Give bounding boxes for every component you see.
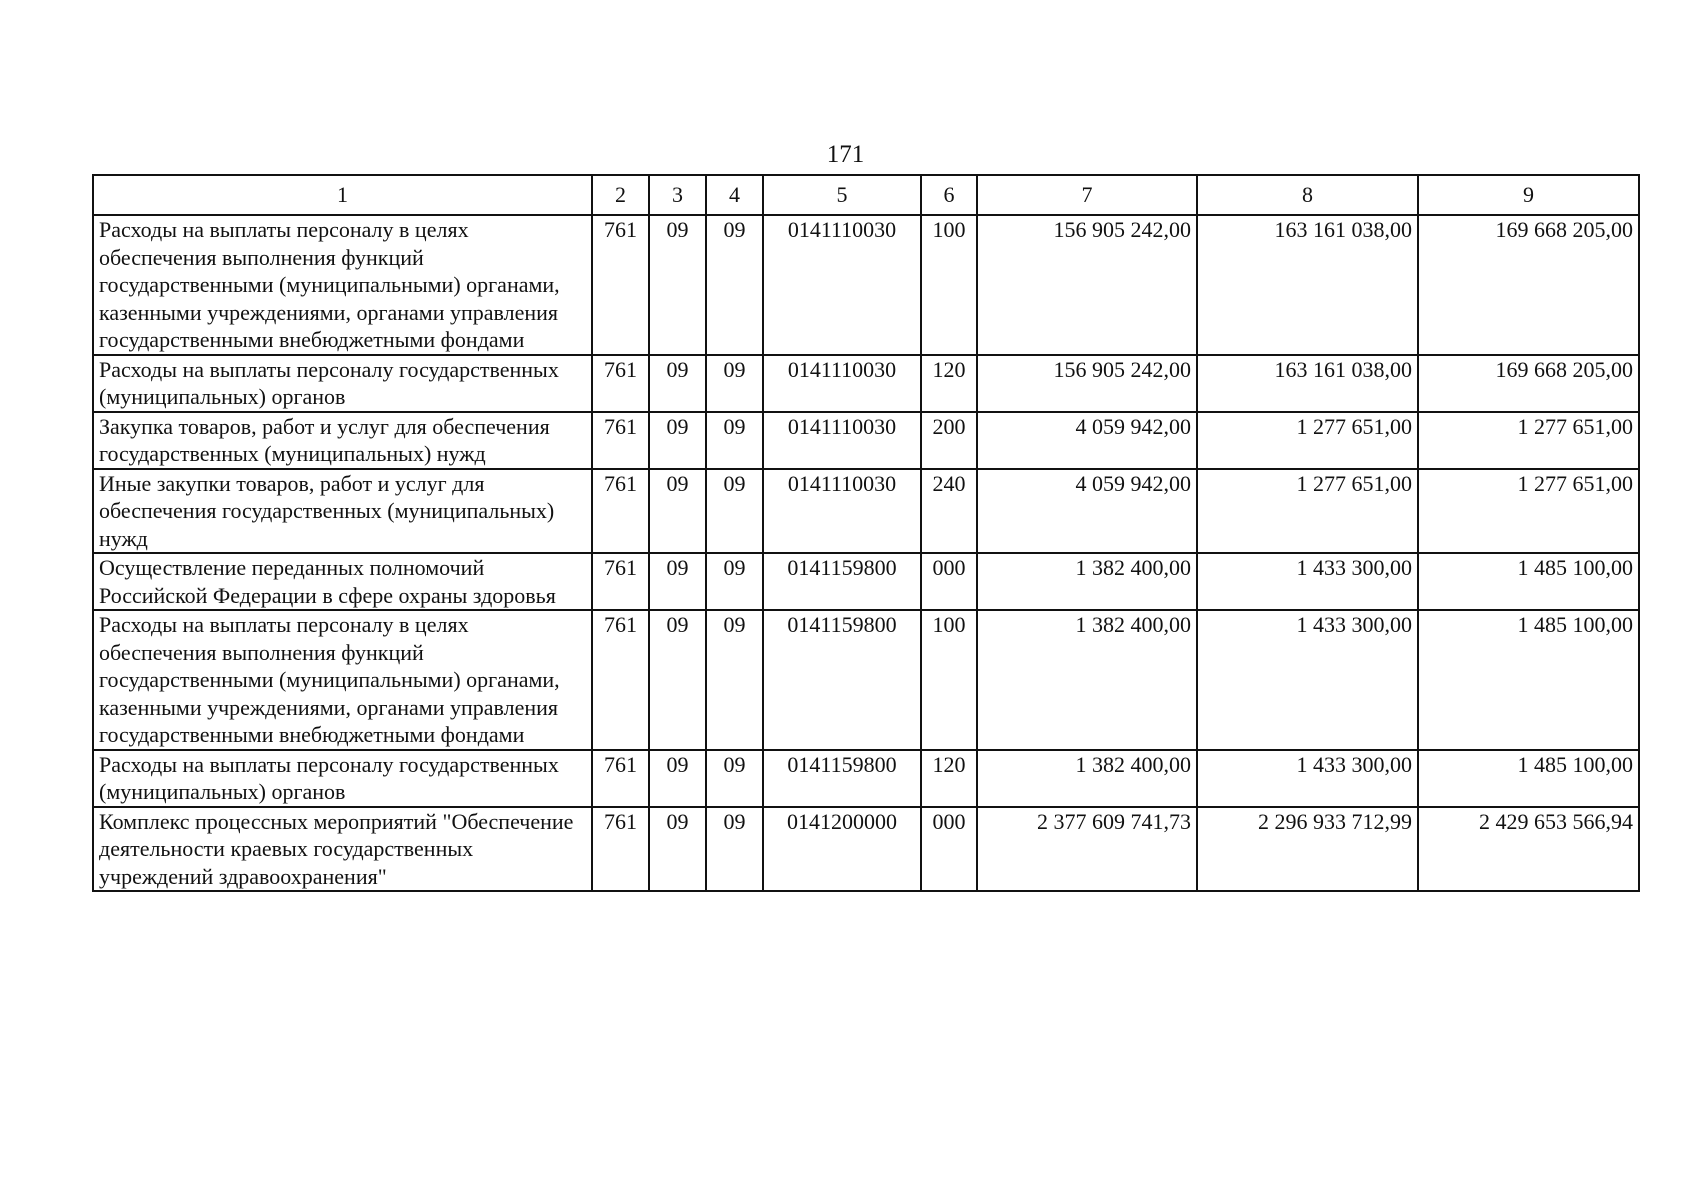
amount-col7: 1 382 400,00: [977, 553, 1197, 610]
amount-col9: 169 668 205,00: [1418, 355, 1639, 412]
budget-table: [92, 174, 1640, 892]
target-article-code: 0141159800: [763, 750, 921, 807]
expense-name: Иные закупки товаров, работ и услуг для обеспечения государственных (муниципальных) нужд: [93, 469, 592, 554]
table-row: [93, 412, 1639, 469]
ministry-code: 761: [592, 355, 649, 412]
section-code: 09: [649, 469, 706, 554]
amount-col8: 2 296 933 712,99: [1197, 807, 1418, 892]
amount-col9: 169 668 205,00: [1418, 215, 1639, 355]
section-code: 09: [649, 215, 706, 355]
table-row: [93, 553, 1639, 610]
page-number: 171: [826, 141, 865, 168]
expense-type-code: 000: [921, 807, 977, 892]
subsection-code: 09: [706, 215, 763, 355]
target-article-code: 0141159800: [763, 610, 921, 750]
ministry-code: 761: [592, 610, 649, 750]
column-header: 1: [93, 175, 592, 215]
expense-type-code: 100: [921, 610, 977, 750]
subsection-code: 09: [706, 610, 763, 750]
ministry-code: 761: [592, 553, 649, 610]
section-code: 09: [649, 553, 706, 610]
subsection-code: 09: [706, 553, 763, 610]
amount-col8: 1 433 300,00: [1197, 750, 1418, 807]
amount-col9: 1 485 100,00: [1418, 750, 1639, 807]
amount-col7: 156 905 242,00: [977, 215, 1197, 355]
ministry-code: 761: [592, 469, 649, 554]
table-row: [93, 750, 1639, 807]
target-article-code: 0141159800: [763, 553, 921, 610]
section-code: 09: [649, 807, 706, 892]
expense-name: Комплекс процессных мероприятий "Обеспечение деятельности краевых государственных учреждений здравоохранения": [93, 807, 592, 892]
ministry-code: 761: [592, 215, 649, 355]
amount-col8: 1 433 300,00: [1197, 610, 1418, 750]
ministry-code: 761: [592, 807, 649, 892]
table-row: [93, 215, 1639, 355]
expense-name: Расходы на выплаты персоналу в целях обеспечения выполнения функций государственными (муниципальными) органами, казенными учреждениями, органами управления государственными внебюджетными фондами: [93, 215, 592, 355]
column-header: 7: [977, 175, 1197, 215]
ministry-code: 761: [592, 412, 649, 469]
column-header: 6: [921, 175, 977, 215]
column-header: 8: [1197, 175, 1418, 215]
amount-col9: 2 429 653 566,94: [1418, 807, 1639, 892]
column-header: 2: [592, 175, 649, 215]
expense-name: Расходы на выплаты персоналу в целях обеспечения выполнения функций государственными (муниципальными) органами, казенными учреждениями, органами управления государственными внебюджетными фондами: [93, 610, 592, 750]
amount-col7: 4 059 942,00: [977, 469, 1197, 554]
expense-type-code: 100: [921, 215, 977, 355]
expense-name: Осуществление переданных полномочий Российской Федерации в сфере охраны здоровья: [93, 553, 592, 610]
section-code: 09: [649, 610, 706, 750]
section-code: 09: [649, 750, 706, 807]
amount-col8: 163 161 038,00: [1197, 355, 1418, 412]
section-code: 09: [649, 412, 706, 469]
expense-name: Расходы на выплаты персоналу государственных (муниципальных) органов: [93, 750, 592, 807]
ministry-code: 761: [592, 750, 649, 807]
amount-col9: 1 277 651,00: [1418, 469, 1639, 554]
column-header: 9: [1418, 175, 1639, 215]
target-article-code: 0141110030: [763, 412, 921, 469]
target-article-code: 0141110030: [763, 355, 921, 412]
section-code: 09: [649, 355, 706, 412]
subsection-code: 09: [706, 750, 763, 807]
expense-name: Расходы на выплаты персоналу государственных (муниципальных) органов: [93, 355, 592, 412]
subsection-code: 09: [706, 355, 763, 412]
amount-col7: 4 059 942,00: [977, 412, 1197, 469]
amount-col8: 163 161 038,00: [1197, 215, 1418, 355]
table-row: [93, 355, 1639, 412]
amount-col7: 1 382 400,00: [977, 610, 1197, 750]
expense-type-code: 120: [921, 355, 977, 412]
subsection-code: 09: [706, 807, 763, 892]
table-header-row: [93, 175, 1639, 215]
expense-type-code: 000: [921, 553, 977, 610]
expense-type-code: 240: [921, 469, 977, 554]
amount-col7: 1 382 400,00: [977, 750, 1197, 807]
target-article-code: 0141200000: [763, 807, 921, 892]
expense-type-code: 120: [921, 750, 977, 807]
subsection-code: 09: [706, 469, 763, 554]
table-row: [93, 469, 1639, 554]
amount-col7: 156 905 242,00: [977, 355, 1197, 412]
column-header: 3: [649, 175, 706, 215]
amount-col9: 1 485 100,00: [1418, 610, 1639, 750]
amount-col9: 1 277 651,00: [1418, 412, 1639, 469]
expense-name: Закупка товаров, работ и услуг для обеспечения государственных (муниципальных) нужд: [93, 412, 592, 469]
amount-col8: 1 277 651,00: [1197, 412, 1418, 469]
expense-type-code: 200: [921, 412, 977, 469]
amount-col7: 2 377 609 741,73: [977, 807, 1197, 892]
column-header: 4: [706, 175, 763, 215]
amount-col8: 1 277 651,00: [1197, 469, 1418, 554]
table-row: [93, 807, 1639, 892]
column-header: 5: [763, 175, 921, 215]
target-article-code: 0141110030: [763, 469, 921, 554]
amount-col9: 1 485 100,00: [1418, 553, 1639, 610]
table-row: [93, 610, 1639, 750]
subsection-code: 09: [706, 412, 763, 469]
target-article-code: 0141110030: [763, 215, 921, 355]
amount-col8: 1 433 300,00: [1197, 553, 1418, 610]
